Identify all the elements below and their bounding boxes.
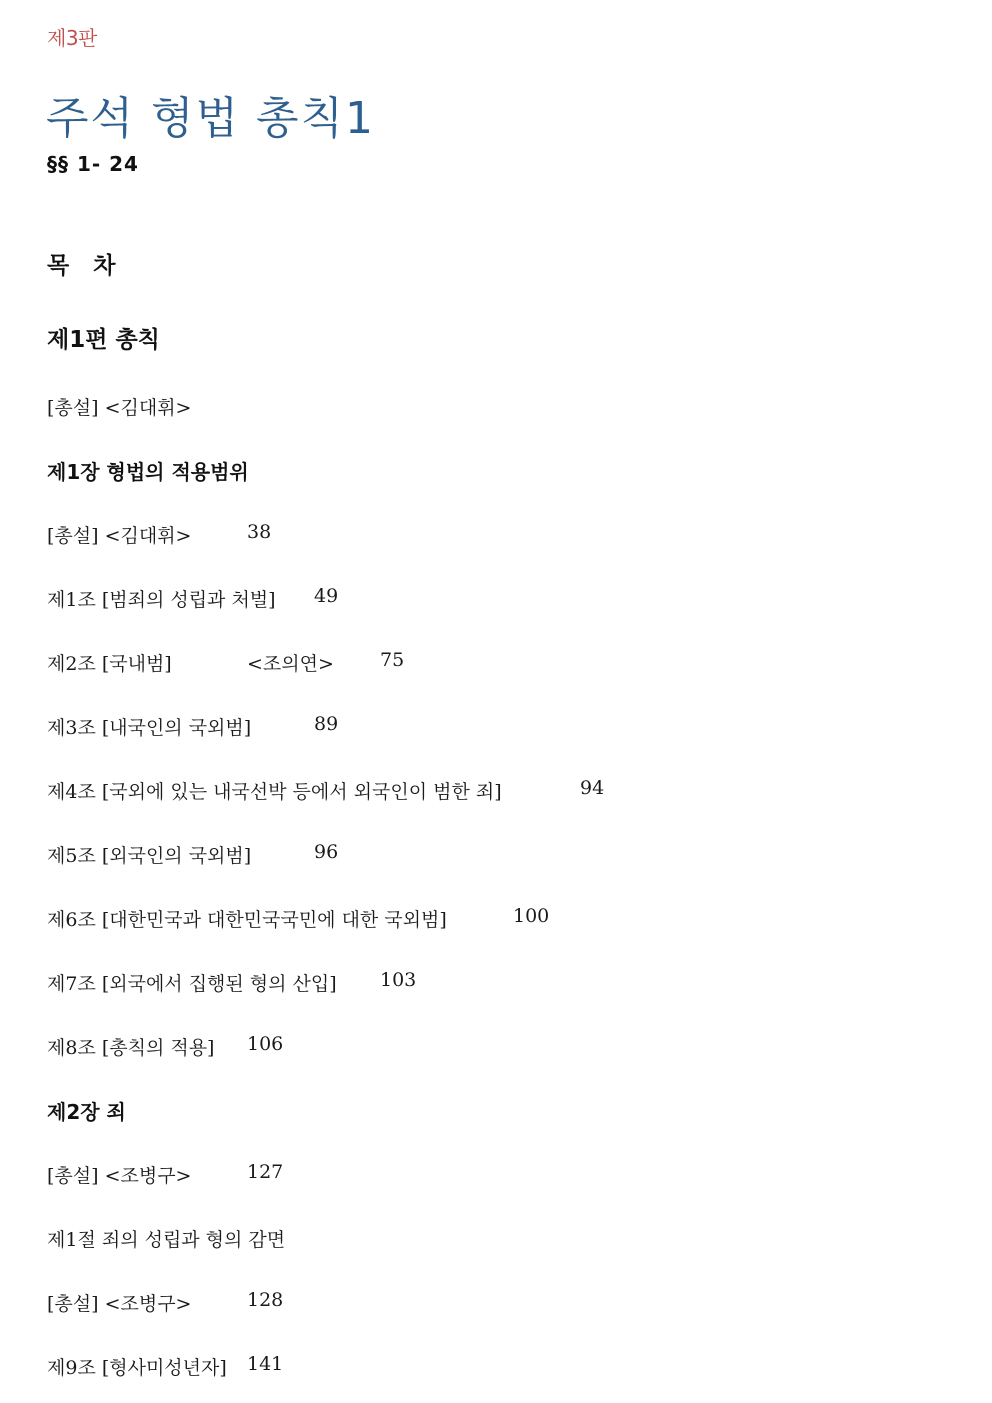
toc-entry bbox=[47, 1225, 285, 1252]
toc-entry bbox=[47, 1033, 284, 1060]
chapter-heading: 제1장 형법의 적용범위 bbox=[47, 460, 249, 484]
toc-entry-label: 제1조 [범죄의 성립과 처벌] bbox=[47, 589, 276, 611]
toc-heading: 목 차 bbox=[47, 253, 124, 279]
toc-entry-label: [총설] <김대휘> bbox=[47, 525, 192, 547]
part-heading: 제1편 총칙 bbox=[47, 327, 160, 353]
toc-entry bbox=[47, 1161, 284, 1188]
toc-entry-page: 127 bbox=[247, 1161, 284, 1183]
toc-entry-page: 89 bbox=[314, 713, 339, 735]
toc-entry-page: 128 bbox=[247, 1289, 284, 1311]
toc-entry-page: 96 bbox=[314, 841, 339, 863]
toc-entry-label: [총설] <조병구> bbox=[47, 1293, 192, 1315]
toc-entry-label: 제1절 죄의 성립과 형의 감면 bbox=[47, 1229, 286, 1251]
toc-entry-label: 제9조 [형사미성년자] bbox=[47, 1357, 227, 1379]
section-range: §§ 1- 24 bbox=[47, 152, 139, 176]
toc-entry-page: 38 bbox=[247, 521, 272, 543]
toc-entry-label: 제6조 [대한민국과 대한민국국민에 대한 국외범] bbox=[47, 909, 447, 931]
toc-entry bbox=[47, 777, 605, 804]
toc-entry bbox=[47, 521, 272, 548]
toc-entry-label: [총설] <조병구> bbox=[47, 1165, 192, 1187]
toc-entry-author: <조의연> bbox=[247, 653, 334, 675]
toc-entry-page: 141 bbox=[247, 1353, 284, 1375]
toc-entry bbox=[47, 713, 339, 740]
chapter-heading: 제2장 죄 bbox=[47, 1100, 126, 1124]
toc-entry-page: 94 bbox=[580, 777, 605, 799]
toc-entry bbox=[47, 393, 191, 420]
toc-entry bbox=[47, 649, 405, 676]
toc-entry-label: 제4조 [국외에 있는 내국선박 등에서 외국인이 범한 죄] bbox=[47, 781, 502, 803]
toc-entry bbox=[47, 1353, 284, 1380]
toc-entry bbox=[47, 585, 339, 612]
toc-entry-page: 103 bbox=[380, 969, 417, 991]
toc-entry-label: 제8조 [총칙의 적용] bbox=[47, 1037, 215, 1059]
toc-entry bbox=[47, 905, 550, 932]
toc-entry-label: 제2조 [국내범] bbox=[47, 653, 172, 675]
edition-label: 제3판 bbox=[47, 26, 97, 50]
toc-entry-page: 106 bbox=[247, 1033, 284, 1055]
toc-entry-page: 100 bbox=[513, 905, 550, 927]
toc-entry-page: 49 bbox=[314, 585, 339, 607]
toc-entry-page: 75 bbox=[380, 649, 405, 671]
toc-entry bbox=[47, 1289, 284, 1316]
toc-entry-label: 제3조 [내국인의 국외범] bbox=[47, 717, 252, 739]
toc-entry bbox=[47, 841, 339, 868]
toc-entry bbox=[47, 969, 417, 996]
toc-entry-label: [총설] <김대휘> bbox=[47, 397, 192, 419]
toc-entry-label: 제7조 [외국에서 집행된 형의 산입] bbox=[47, 973, 337, 995]
toc-entry-label: 제5조 [외국인의 국외범] bbox=[47, 845, 252, 867]
document-title: 주석 형법 총칙1 bbox=[46, 93, 375, 144]
